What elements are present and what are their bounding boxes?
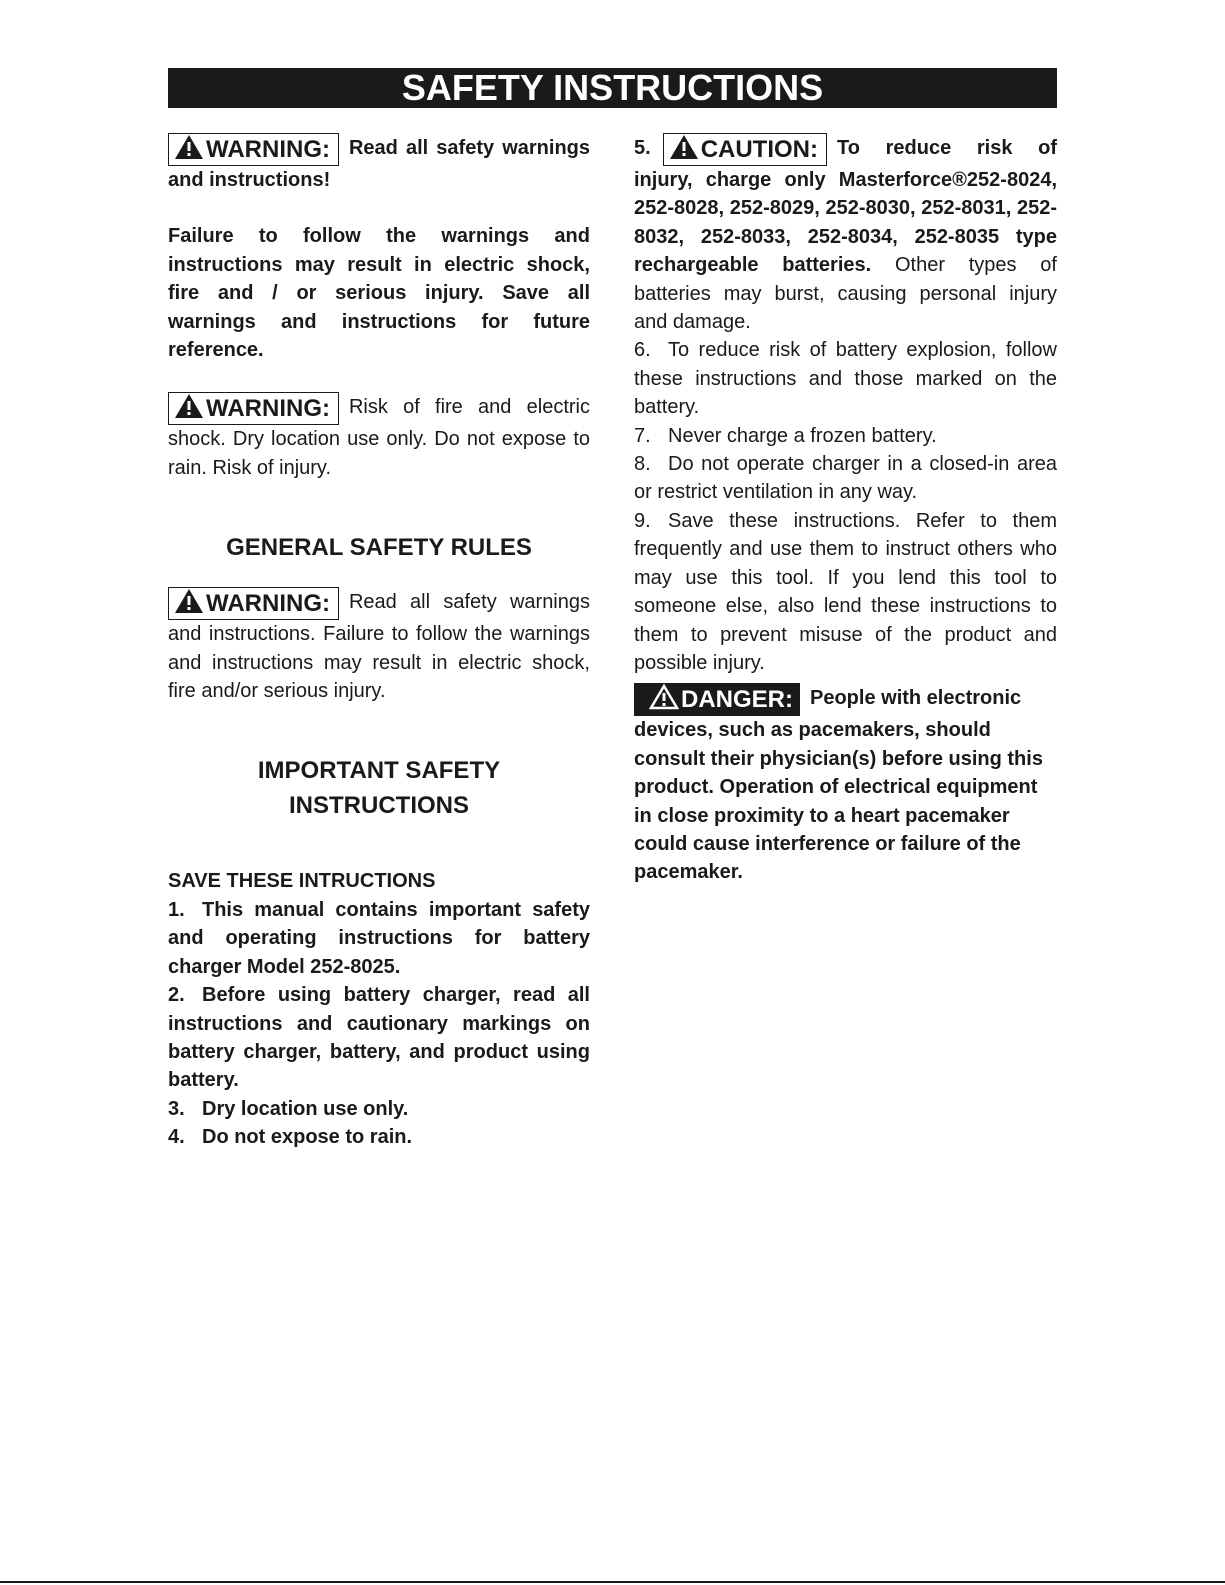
warning-triangle-icon xyxy=(669,134,699,160)
list-item xyxy=(168,981,590,1095)
warning-triangle-icon xyxy=(174,134,204,160)
left-numbered-list xyxy=(168,896,590,1152)
list-item xyxy=(168,896,590,981)
warning-triangle-icon xyxy=(174,393,204,419)
danger-text: People with electronic devices, such as pacemakers, should consult their physician(s) before using this product. Operation of electrical equipment in close proximity to a heart pacemaker could cause interference or failure of the pacemaker. xyxy=(634,687,1043,884)
item-text: Save these instructions. Refer to them frequently and use them to instruct others who may use this tool. If you lend this tool to someone else, also lend these instructions to them to prevent misuse of the product and possible injury. xyxy=(634,509,1057,674)
danger-badge xyxy=(634,683,800,716)
failure-paragraph: Failure to follow the warnings and instructions may result in electric shock, fire and / or serious injury. Save all warnings and instructions for future reference. xyxy=(168,225,590,362)
warning-label: WARNING: xyxy=(206,136,330,163)
item-number: 5. xyxy=(634,137,651,159)
item-number: 9. xyxy=(634,509,651,532)
left-column xyxy=(168,133,590,1152)
right-column xyxy=(634,133,1057,887)
list-item xyxy=(634,336,1057,421)
right-numbered-list xyxy=(634,336,1057,677)
caution-badge xyxy=(663,133,827,166)
caution-text-bold: To reduce risk of injury, charge only Masterforce®252-8024, 252-8028, 252-8029, 252-8030, 252-8031, 252-8032, 252-8033, 252-8034, 252-8035 type rechargeable batteries. xyxy=(634,137,1057,277)
important-heading-line1: IMPORTANT SAFETY xyxy=(257,757,501,785)
item-number: 2. xyxy=(168,984,185,1007)
danger-label: DANGER: xyxy=(681,686,793,714)
list-item xyxy=(168,1095,590,1123)
page-title: SAFETY INSTRUCTIONS xyxy=(168,68,1057,108)
item-text: Do not expose to rain. xyxy=(202,1126,413,1149)
save-instructions-heading: SAVE THESE INTRUCTIONS xyxy=(168,870,436,893)
item-number: 1. xyxy=(168,898,185,921)
warning-label: WARNING: xyxy=(206,590,330,618)
item-number: 8. xyxy=(634,453,651,476)
item-text: Never charge a frozen battery. xyxy=(668,424,937,447)
item-number: 3. xyxy=(168,1097,185,1120)
item-number: 7. xyxy=(634,424,651,447)
warning-triangle-icon xyxy=(649,684,679,710)
item-number: 6. xyxy=(634,339,651,362)
danger-block xyxy=(634,683,1057,886)
warning-text: Read all safety warnings and instructions. Failure to follow the warnings and instructions may result in electric shock, fire and/or serious injury. xyxy=(168,591,590,703)
item-text: Before using battery charger, read all instructions and cautionary markings on battery charger, battery, and product using battery. xyxy=(168,984,590,1092)
item-text: Dry location use only. xyxy=(202,1097,409,1120)
list-item xyxy=(168,1123,590,1151)
item-text: Do not operate charger in a closed-in area or restrict ventilation in any way. xyxy=(634,453,1057,504)
list-item xyxy=(634,507,1057,677)
warning-badge xyxy=(168,133,339,166)
warning-block-3 xyxy=(168,587,590,705)
warning-block-2 xyxy=(168,392,590,482)
warning-label: WARNING: xyxy=(206,395,330,423)
caution-text: Other types of batteries may burst, causing personal injury and damage. xyxy=(634,254,1057,334)
warning-badge xyxy=(168,392,339,425)
warning-triangle-icon xyxy=(174,588,204,614)
list-item xyxy=(634,450,1057,507)
warning-block-1 xyxy=(168,133,590,194)
important-safety-heading xyxy=(168,753,590,823)
caution-label: CAUTION: xyxy=(700,136,819,163)
item-text: This manual contains important safety and operating instructions for battery charger Model 252-8025. xyxy=(168,898,590,978)
item-number: 4. xyxy=(168,1126,185,1149)
bottom-border xyxy=(0,1581,1225,1583)
item-text: To reduce risk of battery explosion, follow these instructions and those marked on the battery. xyxy=(634,339,1057,419)
general-safety-heading: GENERAL SAFETY RULES xyxy=(226,534,532,562)
list-item xyxy=(634,422,1057,450)
important-heading-line2: INSTRUCTIONS xyxy=(289,792,469,820)
warning-text: Read all safety warnings and instructions! xyxy=(168,137,590,191)
warning-badge xyxy=(168,587,339,620)
caution-item xyxy=(634,133,1057,336)
warning-text: Risk of fire and electric shock. Dry location use only. Do not expose to rain. Risk of injury. xyxy=(168,396,590,479)
